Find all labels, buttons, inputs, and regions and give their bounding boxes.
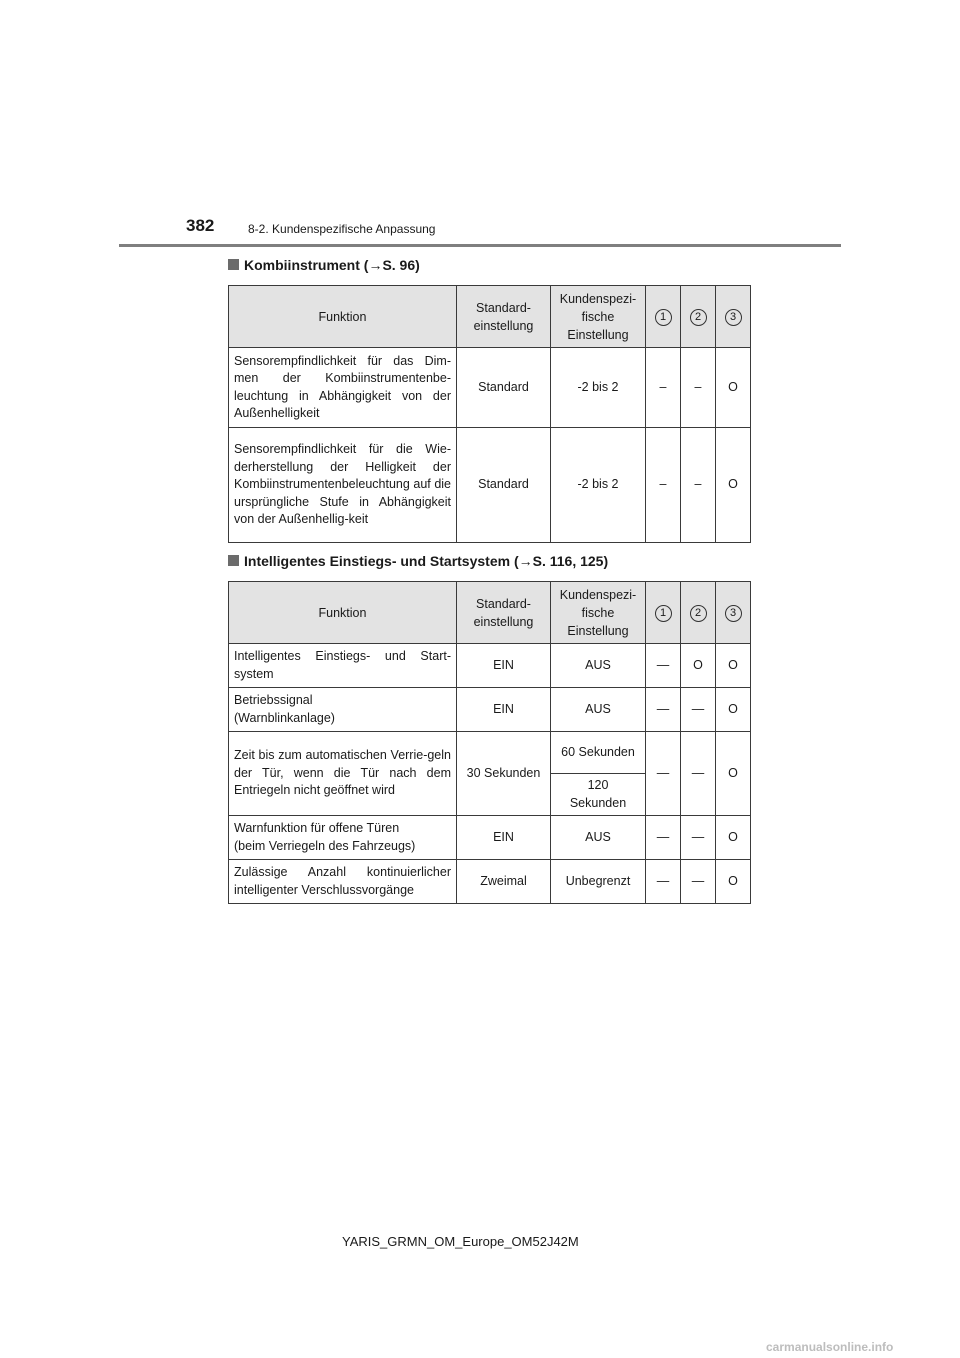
- page-number: 382: [186, 216, 215, 235]
- cell-custom: AUS: [551, 688, 646, 732]
- cell-custom: AUS: [551, 816, 646, 860]
- col-header-1: [646, 582, 681, 644]
- col-header-3: [716, 286, 751, 348]
- col-header-kundenspezifisch: Kundenspezi- fische Einstellung: [551, 286, 646, 348]
- cell-default: Zweimal: [457, 860, 551, 904]
- cell-custom: -2 bis 2: [551, 428, 646, 543]
- cell-function: Warnfunktion für offene Türen (beim Verriegeln des Fahrzeugs): [229, 816, 457, 860]
- cell-mark-2: –: [681, 428, 716, 543]
- cell-mark-3: O: [716, 428, 751, 543]
- cell-custom-option: 120 Sekunden: [551, 774, 646, 816]
- circled-number-1-icon: 1: [655, 309, 672, 326]
- cell-mark-3: O: [716, 644, 751, 688]
- circled-number-1-icon: 1: [655, 605, 672, 622]
- cell-function: Betriebssignal (Warnblinkanlage): [229, 688, 457, 732]
- cell-default: 30 Sekunden: [457, 732, 551, 816]
- cell-default: EIN: [457, 644, 551, 688]
- cell-function: Zeit bis zum automatischen Verrie-geln der Tür, wenn die Tür nach dem Entriegeln nicht geöffnet wird: [229, 732, 457, 816]
- cell-function: Sensorempfindlichkeit für die Wie-derherstellung der Helligkeit der Kombiinstrumentenbeleuchtung auf die ursprüngliche Stufe in Abhängigkeit von der Außenhellig-keit: [229, 428, 457, 543]
- settings-table-kombiinstrument: [228, 285, 751, 543]
- cell-function: Zulässige Anzahl kontinuierlicher intelligenter Verschlussvorgänge: [229, 860, 457, 904]
- cell-mark-1: —: [646, 860, 681, 904]
- cell-default: EIN: [457, 816, 551, 860]
- circled-number-2-icon: 2: [690, 309, 707, 326]
- cell-default: EIN: [457, 688, 551, 732]
- footer-watermark: carmanualsonline.info: [766, 1340, 894, 1354]
- cell-mark-3: O: [716, 732, 751, 816]
- footer-doc-code: YARIS_GRMN_OM_Europe_OM52J42M: [342, 1234, 579, 1249]
- table-header-row: [229, 286, 751, 348]
- cell-function: Sensorempfindlichkeit für das Dim-men der Kombiinstrumentenbe-leuchtung in Abhängigkeit von der Außenhelligkeit: [229, 348, 457, 428]
- col-header-standard: Standard- einstellung: [457, 582, 551, 644]
- square-bullet-icon: [228, 555, 239, 566]
- table-row: [229, 860, 751, 904]
- cell-mark-2: O: [681, 644, 716, 688]
- cell-mark-2: —: [681, 688, 716, 732]
- section-heading-kombiinstrument: [228, 257, 420, 273]
- cell-custom: -2 bis 2: [551, 348, 646, 428]
- table-row: [229, 816, 751, 860]
- cell-mark-2: –: [681, 348, 716, 428]
- cell-mark-1: —: [646, 816, 681, 860]
- cell-mark-3: O: [716, 860, 751, 904]
- col-header-kundenspezifisch: Kundenspezi- fische Einstellung: [551, 582, 646, 644]
- cell-mark-3: O: [716, 348, 751, 428]
- cell-mark-3: O: [716, 816, 751, 860]
- section-title: Kombiinstrument (→S. 96): [244, 257, 420, 273]
- col-header-1: [646, 286, 681, 348]
- cell-mark-3: O: [716, 688, 751, 732]
- square-bullet-icon: [228, 259, 239, 270]
- table-header-row: [229, 582, 751, 644]
- running-header: 8-2. Kundenspezifische Anpassung: [248, 222, 436, 236]
- col-header-2: [681, 286, 716, 348]
- table-row: [229, 348, 751, 428]
- cell-default: Standard: [457, 348, 551, 428]
- cell-mark-1: –: [646, 428, 681, 543]
- cell-default: Standard: [457, 428, 551, 543]
- cell-mark-1: –: [646, 348, 681, 428]
- cell-mark-2: —: [681, 732, 716, 816]
- col-header-funktion: Funktion: [229, 582, 457, 644]
- table-row: [229, 644, 751, 688]
- table-row: [229, 688, 751, 732]
- col-header-2: [681, 582, 716, 644]
- section-title: Intelligentes Einstiegs- und Startsystem (→S. 116, 125): [244, 553, 609, 569]
- cell-mark-1: —: [646, 688, 681, 732]
- table-row: [229, 732, 751, 774]
- cell-mark-1: —: [646, 644, 681, 688]
- cell-function: Intelligentes Einstiegs- und Start-system: [229, 644, 457, 688]
- circled-number-3-icon: 3: [725, 605, 742, 622]
- cell-custom-option: 60 Sekunden: [551, 732, 646, 774]
- cell-custom: Unbegrenzt: [551, 860, 646, 904]
- cell-mark-1: —: [646, 732, 681, 816]
- settings-table-einstiegssystem: [228, 581, 751, 904]
- header-rule: [119, 244, 841, 247]
- cell-mark-2: —: [681, 860, 716, 904]
- cell-custom: AUS: [551, 644, 646, 688]
- col-header-standard: Standard- einstellung: [457, 286, 551, 348]
- section-heading-einstiegssystem: [228, 553, 608, 569]
- col-header-funktion: Funktion: [229, 286, 457, 348]
- col-header-3: [716, 582, 751, 644]
- cell-mark-2: —: [681, 816, 716, 860]
- table-row: [229, 428, 751, 543]
- circled-number-3-icon: 3: [725, 309, 742, 326]
- circled-number-2-icon: 2: [690, 605, 707, 622]
